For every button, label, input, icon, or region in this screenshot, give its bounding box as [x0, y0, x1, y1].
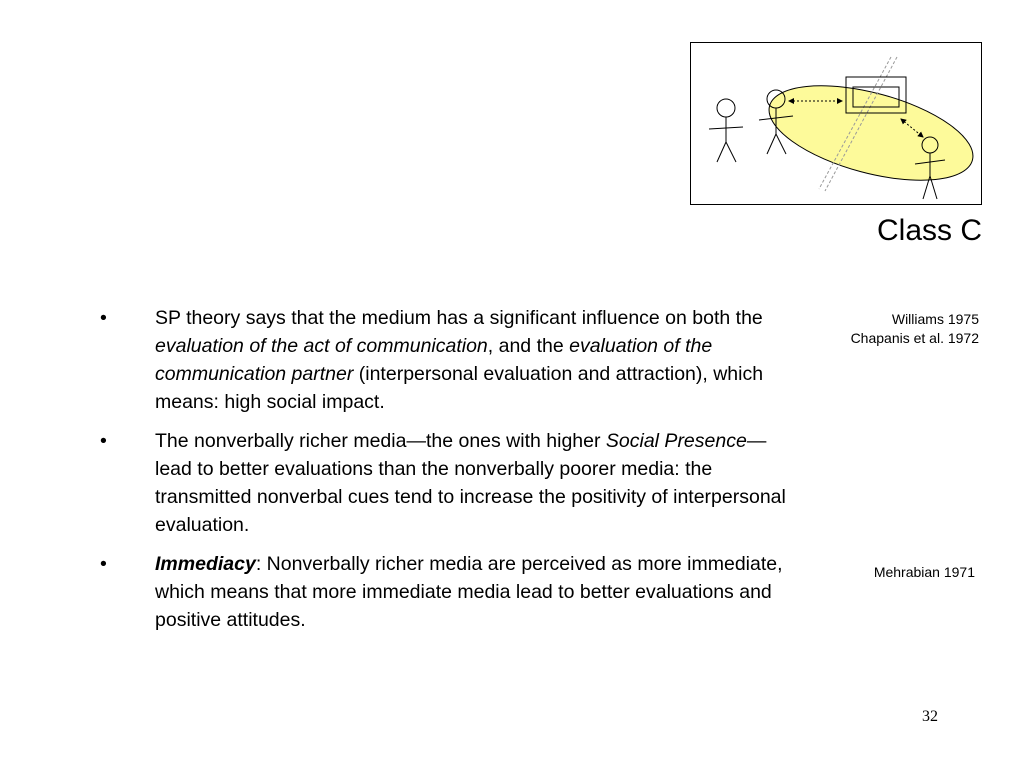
person-left-outside: [709, 99, 743, 162]
emphasis-text: Social Presence: [605, 430, 747, 452]
bullet-item-immediacy: • Immediacy: Nonverbally richer media are perceived as more immediate, which means that more immediate media lead to better evaluations and positive attitudes.: [100, 550, 790, 634]
bullet-item-sp-theory: • SP theory says that the medium has a significant influence on both the evaluation of the act of communication, and the evaluation of the communication partner (interpersonal evaluation and attraction), which means: high social impact.: [100, 304, 790, 416]
emphasis-text: evaluation of the act of communication: [155, 335, 488, 357]
bullet-list: [100, 304, 790, 645]
bullet-marker: •: [100, 430, 107, 452]
page-number: 32: [922, 708, 938, 725]
slide-title: Class C: [876, 214, 982, 247]
emphasis-text: evaluation of the communication partner: [155, 335, 713, 385]
references-block-2: [874, 563, 975, 582]
bullet-marker: •: [100, 553, 107, 575]
reference-mehrabian: Mehrabian 1971: [873, 564, 975, 580]
emphasis-term: Immediacy: [155, 553, 256, 575]
reference-chapanis: Chapanis et al. 1972: [850, 330, 979, 346]
bullet-marker: •: [100, 307, 107, 329]
references-block-1: [851, 310, 979, 348]
reference-williams: Williams 1975: [891, 311, 979, 327]
diagram-illustration: [691, 43, 983, 206]
class-c-diagram: [690, 42, 982, 205]
bullet-item-nonverbal-media: • The nonverbally richer media—the ones with higher Social Presence—lead to better evaluations than the nonverbally poorer media: the transmitted nonverbal cues tend to increase the positivity of interpersonal evaluation.: [100, 427, 790, 539]
